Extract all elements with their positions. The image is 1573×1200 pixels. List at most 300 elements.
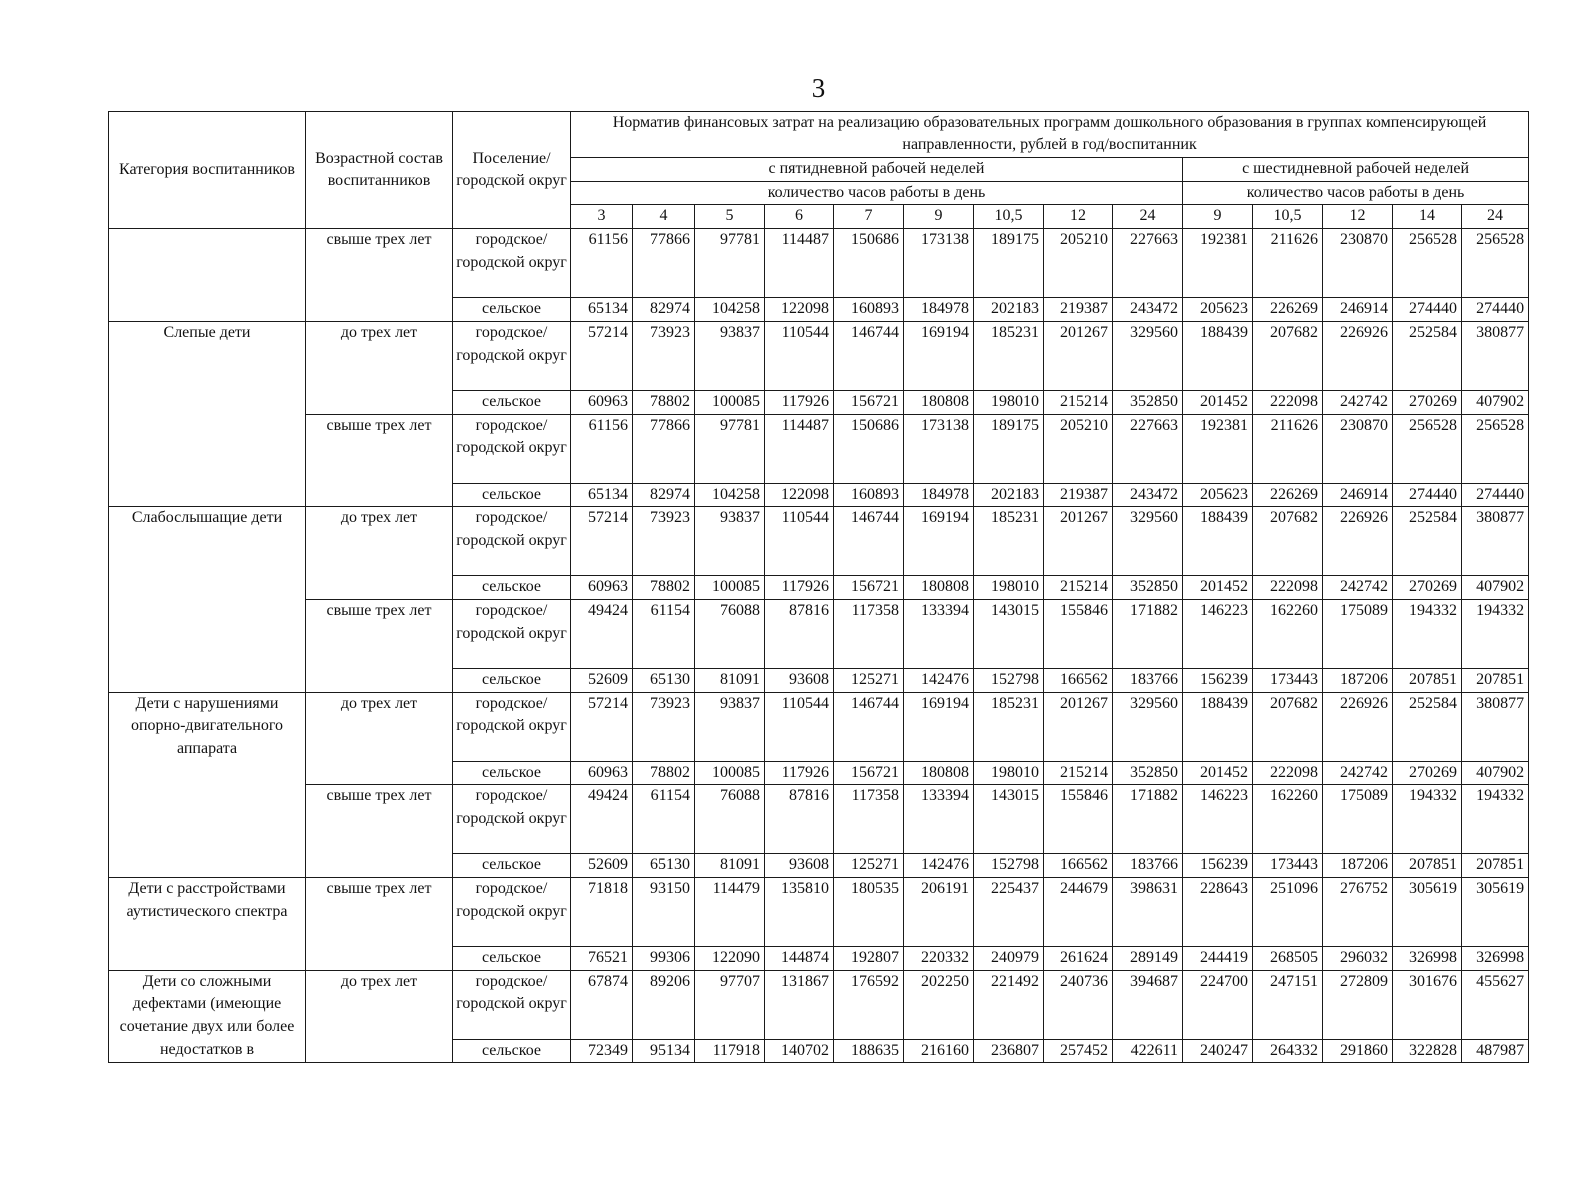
value-cell: 206191 xyxy=(904,878,974,947)
value-cell: 222098 xyxy=(1253,576,1323,600)
value-cell: 114487 xyxy=(765,229,834,298)
value-cell: 256528 xyxy=(1393,229,1462,298)
value-cell: 133394 xyxy=(904,599,974,668)
value-cell: 207851 xyxy=(1462,668,1529,692)
value-cell: 268505 xyxy=(1253,947,1323,971)
value-cell: 117926 xyxy=(765,390,834,414)
value-cell: 201267 xyxy=(1044,692,1113,761)
value-cell: 380877 xyxy=(1462,321,1529,390)
value-cell: 305619 xyxy=(1393,878,1462,947)
value-cell: 133394 xyxy=(904,785,974,854)
value-cell: 114479 xyxy=(695,878,765,947)
value-cell: 97707 xyxy=(695,970,765,1039)
value-cell: 455627 xyxy=(1462,970,1529,1039)
value-cell: 81091 xyxy=(695,668,765,692)
value-cell: 194332 xyxy=(1393,599,1462,668)
value-cell: 156721 xyxy=(834,390,904,414)
value-cell: 142476 xyxy=(904,854,974,878)
value-cell: 169194 xyxy=(904,507,974,576)
value-cell: 225437 xyxy=(974,878,1044,947)
value-cell: 183766 xyxy=(1113,668,1183,692)
value-cell: 61156 xyxy=(571,229,633,298)
value-cell: 180808 xyxy=(904,576,974,600)
value-cell: 176592 xyxy=(834,970,904,1039)
value-cell: 117926 xyxy=(765,761,834,785)
value-cell: 247151 xyxy=(1253,970,1323,1039)
header-hours-five-value: 5 xyxy=(695,205,765,229)
age-cell: до трех лет xyxy=(306,507,453,600)
header-hours-six-value: 12 xyxy=(1323,205,1393,229)
value-cell: 256528 xyxy=(1462,229,1529,298)
value-cell: 215214 xyxy=(1044,390,1113,414)
value-cell: 61156 xyxy=(571,414,633,483)
value-cell: 244419 xyxy=(1183,947,1253,971)
value-cell: 201452 xyxy=(1183,576,1253,600)
value-cell: 180808 xyxy=(904,761,974,785)
value-cell: 242742 xyxy=(1323,761,1393,785)
value-cell: 156239 xyxy=(1183,854,1253,878)
value-cell: 222098 xyxy=(1253,390,1323,414)
settlement-city-cell: городское/ городской округ xyxy=(453,970,571,1039)
value-cell: 72349 xyxy=(571,1039,633,1063)
value-cell: 236807 xyxy=(974,1039,1044,1063)
value-cell: 125271 xyxy=(834,854,904,878)
value-cell: 67874 xyxy=(571,970,633,1039)
value-cell: 301676 xyxy=(1393,970,1462,1039)
value-cell: 252584 xyxy=(1393,321,1462,390)
value-cell: 202183 xyxy=(974,483,1044,507)
value-cell: 93837 xyxy=(695,692,765,761)
settlement-city-cell: городское/ городской округ xyxy=(453,507,571,576)
value-cell: 135810 xyxy=(765,878,834,947)
value-cell: 407902 xyxy=(1462,390,1529,414)
value-cell: 100085 xyxy=(695,576,765,600)
value-cell: 226269 xyxy=(1253,298,1323,322)
value-cell: 60963 xyxy=(571,761,633,785)
value-cell: 99306 xyxy=(633,947,695,971)
value-cell: 52609 xyxy=(571,854,633,878)
value-cell: 274440 xyxy=(1462,483,1529,507)
value-cell: 140702 xyxy=(765,1039,834,1063)
value-cell: 169194 xyxy=(904,321,974,390)
value-cell: 143015 xyxy=(974,599,1044,668)
value-cell: 110544 xyxy=(765,692,834,761)
value-cell: 160893 xyxy=(834,298,904,322)
age-cell: до трех лет xyxy=(306,692,453,785)
value-cell: 189175 xyxy=(974,229,1044,298)
header-hours-six-value: 14 xyxy=(1393,205,1462,229)
value-cell: 152798 xyxy=(974,668,1044,692)
value-cell: 173443 xyxy=(1253,668,1323,692)
value-cell: 87816 xyxy=(765,599,834,668)
value-cell: 146744 xyxy=(834,321,904,390)
value-cell: 52609 xyxy=(571,668,633,692)
value-cell: 175089 xyxy=(1323,599,1393,668)
value-cell: 162260 xyxy=(1253,599,1323,668)
value-cell: 207851 xyxy=(1462,854,1529,878)
header-hours-five: количество часов работы в день xyxy=(571,181,1183,205)
age-cell: до трех лет xyxy=(306,321,453,414)
value-cell: 187206 xyxy=(1323,668,1393,692)
value-cell: 276752 xyxy=(1323,878,1393,947)
value-cell: 104258 xyxy=(695,298,765,322)
category-cell: Слепые дети xyxy=(109,321,306,506)
value-cell: 194332 xyxy=(1393,785,1462,854)
value-cell: 146744 xyxy=(834,507,904,576)
value-cell: 226269 xyxy=(1253,483,1323,507)
value-cell: 270269 xyxy=(1393,761,1462,785)
category-cell: Дети с нарушениями опорно-двигательного аппарата xyxy=(109,692,306,877)
value-cell: 100085 xyxy=(695,390,765,414)
value-cell: 150686 xyxy=(834,229,904,298)
value-cell: 407902 xyxy=(1462,761,1529,785)
settlement-rural-cell: сельское xyxy=(453,947,571,971)
value-cell: 152798 xyxy=(974,854,1044,878)
value-cell: 329560 xyxy=(1113,507,1183,576)
value-cell: 97781 xyxy=(695,414,765,483)
value-cell: 73923 xyxy=(633,321,695,390)
value-cell: 155846 xyxy=(1044,599,1113,668)
header-five-day: с пятидневной рабочей неделей xyxy=(571,158,1183,182)
header-hours-five-value: 7 xyxy=(834,205,904,229)
header-category: Категория воспитанников xyxy=(109,112,306,229)
value-cell: 201267 xyxy=(1044,507,1113,576)
value-cell: 189175 xyxy=(974,414,1044,483)
value-cell: 171882 xyxy=(1113,599,1183,668)
header-norm-title: Норматив финансовых затрат на реализацию образовательных программ дошкольного образования в группах компенсирующей направленности, рублей в год/воспитанник xyxy=(571,112,1529,158)
age-cell: до трех лет xyxy=(306,970,453,1063)
value-cell: 156721 xyxy=(834,576,904,600)
value-cell: 221492 xyxy=(974,970,1044,1039)
settlement-rural-cell: сельское xyxy=(453,390,571,414)
value-cell: 146744 xyxy=(834,692,904,761)
value-cell: 61154 xyxy=(633,599,695,668)
settlement-rural-cell: сельское xyxy=(453,298,571,322)
value-cell: 252584 xyxy=(1393,692,1462,761)
value-cell: 97781 xyxy=(695,229,765,298)
table-row-city xyxy=(109,507,1529,576)
value-cell: 224700 xyxy=(1183,970,1253,1039)
value-cell: 117918 xyxy=(695,1039,765,1063)
value-cell: 93837 xyxy=(695,507,765,576)
value-cell: 252584 xyxy=(1393,507,1462,576)
value-cell: 65130 xyxy=(633,668,695,692)
settlement-rural-cell: сельское xyxy=(453,576,571,600)
value-cell: 205210 xyxy=(1044,229,1113,298)
value-cell: 192381 xyxy=(1183,229,1253,298)
value-cell: 215214 xyxy=(1044,576,1113,600)
value-cell: 398631 xyxy=(1113,878,1183,947)
value-cell: 270269 xyxy=(1393,576,1462,600)
value-cell: 228643 xyxy=(1183,878,1253,947)
value-cell: 188439 xyxy=(1183,507,1253,576)
value-cell: 205623 xyxy=(1183,298,1253,322)
value-cell: 76088 xyxy=(695,599,765,668)
value-cell: 160893 xyxy=(834,483,904,507)
value-cell: 150686 xyxy=(834,414,904,483)
value-cell: 201452 xyxy=(1183,761,1253,785)
value-cell: 198010 xyxy=(974,576,1044,600)
value-cell: 352850 xyxy=(1113,576,1183,600)
value-cell: 117358 xyxy=(834,599,904,668)
value-cell: 89206 xyxy=(633,970,695,1039)
table-row-city xyxy=(109,692,1529,761)
value-cell: 326998 xyxy=(1393,947,1462,971)
value-cell: 81091 xyxy=(695,854,765,878)
value-cell: 220332 xyxy=(904,947,974,971)
value-cell: 296032 xyxy=(1323,947,1393,971)
table-header xyxy=(109,112,1529,229)
value-cell: 82974 xyxy=(633,483,695,507)
value-cell: 117358 xyxy=(834,785,904,854)
value-cell: 192807 xyxy=(834,947,904,971)
value-cell: 93608 xyxy=(765,668,834,692)
value-cell: 207851 xyxy=(1393,668,1462,692)
value-cell: 246914 xyxy=(1323,298,1393,322)
value-cell: 270269 xyxy=(1393,390,1462,414)
value-cell: 77866 xyxy=(633,229,695,298)
value-cell: 156239 xyxy=(1183,668,1253,692)
value-cell: 487987 xyxy=(1462,1039,1529,1063)
value-cell: 142476 xyxy=(904,668,974,692)
table-row-city xyxy=(109,414,1529,483)
table-row-city xyxy=(109,970,1529,1039)
value-cell: 93150 xyxy=(633,878,695,947)
settlement-rural-cell: сельское xyxy=(453,761,571,785)
value-cell: 407902 xyxy=(1462,576,1529,600)
value-cell: 114487 xyxy=(765,414,834,483)
value-cell: 65134 xyxy=(571,298,633,322)
header-hours-five-value: 10,5 xyxy=(974,205,1044,229)
age-cell: свыше трех лет xyxy=(306,599,453,692)
header-hours-five-value: 4 xyxy=(633,205,695,229)
value-cell: 240979 xyxy=(974,947,1044,971)
value-cell: 71818 xyxy=(571,878,633,947)
value-cell: 185231 xyxy=(974,321,1044,390)
value-cell: 73923 xyxy=(633,692,695,761)
value-cell: 73923 xyxy=(633,507,695,576)
norm-table xyxy=(108,111,1529,1063)
table-row-city xyxy=(109,599,1529,668)
value-cell: 205210 xyxy=(1044,414,1113,483)
value-cell: 291860 xyxy=(1323,1039,1393,1063)
table-row-city xyxy=(109,321,1529,390)
value-cell: 173138 xyxy=(904,414,974,483)
value-cell: 173138 xyxy=(904,229,974,298)
header-settlement: Поселение/ городской округ xyxy=(453,112,571,229)
value-cell: 173443 xyxy=(1253,854,1323,878)
value-cell: 144874 xyxy=(765,947,834,971)
header-hours-five-value: 3 xyxy=(571,205,633,229)
value-cell: 104258 xyxy=(695,483,765,507)
value-cell: 305619 xyxy=(1462,878,1529,947)
settlement-rural-cell: сельское xyxy=(453,1039,571,1063)
value-cell: 244679 xyxy=(1044,878,1113,947)
value-cell: 180535 xyxy=(834,878,904,947)
value-cell: 207682 xyxy=(1253,692,1323,761)
value-cell: 422611 xyxy=(1113,1039,1183,1063)
settlement-city-cell: городское/ городской округ xyxy=(453,785,571,854)
header-six-day: с шестидневной рабочей неделей xyxy=(1183,158,1529,182)
value-cell: 192381 xyxy=(1183,414,1253,483)
table-row-city xyxy=(109,878,1529,947)
header-hours-six-value: 24 xyxy=(1462,205,1529,229)
value-cell: 202183 xyxy=(974,298,1044,322)
settlement-rural-cell: сельское xyxy=(453,483,571,507)
settlement-city-cell: городское/ городской округ xyxy=(453,878,571,947)
value-cell: 57214 xyxy=(571,321,633,390)
value-cell: 274440 xyxy=(1462,298,1529,322)
value-cell: 215214 xyxy=(1044,761,1113,785)
header-hours-five-value: 9 xyxy=(904,205,974,229)
value-cell: 227663 xyxy=(1113,229,1183,298)
value-cell: 243472 xyxy=(1113,483,1183,507)
value-cell: 240247 xyxy=(1183,1039,1253,1063)
value-cell: 76521 xyxy=(571,947,633,971)
header-hours-five-value: 6 xyxy=(765,205,834,229)
value-cell: 219387 xyxy=(1044,483,1113,507)
table-row-city xyxy=(109,229,1529,298)
age-cell: свыше трех лет xyxy=(306,878,453,971)
page-number: 3 xyxy=(811,73,826,103)
value-cell: 188635 xyxy=(834,1039,904,1063)
value-cell: 226926 xyxy=(1323,692,1393,761)
value-cell: 274440 xyxy=(1393,483,1462,507)
header-hours-five-value: 24 xyxy=(1113,205,1183,229)
value-cell: 143015 xyxy=(974,785,1044,854)
value-cell: 65134 xyxy=(571,483,633,507)
value-cell: 183766 xyxy=(1113,854,1183,878)
header-hours-five-value: 12 xyxy=(1044,205,1113,229)
value-cell: 93608 xyxy=(765,854,834,878)
value-cell: 57214 xyxy=(571,507,633,576)
value-cell: 211626 xyxy=(1253,229,1323,298)
value-cell: 201452 xyxy=(1183,390,1253,414)
value-cell: 194332 xyxy=(1462,785,1529,854)
value-cell: 240736 xyxy=(1044,970,1113,1039)
value-cell: 256528 xyxy=(1393,414,1462,483)
value-cell: 49424 xyxy=(571,599,633,668)
age-cell: свыше трех лет xyxy=(306,785,453,878)
value-cell: 202250 xyxy=(904,970,974,1039)
category-cell: Дети с расстройствами аутистического спектра xyxy=(109,878,306,971)
value-cell: 78802 xyxy=(633,390,695,414)
value-cell: 261624 xyxy=(1044,947,1113,971)
header-hours-six-value: 9 xyxy=(1183,205,1253,229)
value-cell: 95134 xyxy=(633,1039,695,1063)
value-cell: 394687 xyxy=(1113,970,1183,1039)
header-hours-six: количество часов работы в день xyxy=(1183,181,1529,205)
header-hours-six-value: 10,5 xyxy=(1253,205,1323,229)
value-cell: 166562 xyxy=(1044,854,1113,878)
value-cell: 77866 xyxy=(633,414,695,483)
category-cell xyxy=(109,229,306,322)
value-cell: 61154 xyxy=(633,785,695,854)
settlement-city-cell: городское/ городской округ xyxy=(453,692,571,761)
value-cell: 243472 xyxy=(1113,298,1183,322)
value-cell: 264332 xyxy=(1253,1039,1323,1063)
value-cell: 166562 xyxy=(1044,668,1113,692)
settlement-city-cell: городское/ городской округ xyxy=(453,321,571,390)
value-cell: 329560 xyxy=(1113,692,1183,761)
value-cell: 155846 xyxy=(1044,785,1113,854)
value-cell: 242742 xyxy=(1323,390,1393,414)
settlement-city-cell: городское/ городской округ xyxy=(453,229,571,298)
value-cell: 198010 xyxy=(974,761,1044,785)
value-cell: 230870 xyxy=(1323,414,1393,483)
value-cell: 251096 xyxy=(1253,878,1323,947)
value-cell: 205623 xyxy=(1183,483,1253,507)
value-cell: 201267 xyxy=(1044,321,1113,390)
value-cell: 352850 xyxy=(1113,390,1183,414)
value-cell: 329560 xyxy=(1113,321,1183,390)
value-cell: 207682 xyxy=(1253,321,1323,390)
value-cell: 257452 xyxy=(1044,1039,1113,1063)
age-cell: свыше трех лет xyxy=(306,414,453,507)
value-cell: 169194 xyxy=(904,692,974,761)
value-cell: 272809 xyxy=(1323,970,1393,1039)
value-cell: 100085 xyxy=(695,761,765,785)
header-age: Возрастной состав воспитанников xyxy=(306,112,453,229)
table-body xyxy=(109,229,1529,1063)
value-cell: 65130 xyxy=(633,854,695,878)
value-cell: 175089 xyxy=(1323,785,1393,854)
value-cell: 380877 xyxy=(1462,507,1529,576)
value-cell: 78802 xyxy=(633,761,695,785)
value-cell: 226926 xyxy=(1323,321,1393,390)
value-cell: 125271 xyxy=(834,668,904,692)
category-cell: Дети со сложными дефектами (имеющие сочетание двух или более недостатков в xyxy=(109,970,306,1063)
value-cell: 171882 xyxy=(1113,785,1183,854)
value-cell: 180808 xyxy=(904,390,974,414)
value-cell: 162260 xyxy=(1253,785,1323,854)
settlement-city-cell: городское/ городской округ xyxy=(453,414,571,483)
value-cell: 226926 xyxy=(1323,507,1393,576)
value-cell: 242742 xyxy=(1323,576,1393,600)
value-cell: 207851 xyxy=(1393,854,1462,878)
value-cell: 216160 xyxy=(904,1039,974,1063)
value-cell: 198010 xyxy=(974,390,1044,414)
value-cell: 184978 xyxy=(904,298,974,322)
table-row-city xyxy=(109,785,1529,854)
value-cell: 207682 xyxy=(1253,507,1323,576)
value-cell: 188439 xyxy=(1183,692,1253,761)
value-cell: 156721 xyxy=(834,761,904,785)
age-cell: свыше трех лет xyxy=(306,229,453,322)
value-cell: 219387 xyxy=(1044,298,1113,322)
value-cell: 256528 xyxy=(1462,414,1529,483)
value-cell: 76088 xyxy=(695,785,765,854)
value-cell: 274440 xyxy=(1393,298,1462,322)
value-cell: 380877 xyxy=(1462,692,1529,761)
value-cell: 326998 xyxy=(1462,947,1529,971)
value-cell: 110544 xyxy=(765,321,834,390)
value-cell: 110544 xyxy=(765,507,834,576)
value-cell: 49424 xyxy=(571,785,633,854)
value-cell: 122098 xyxy=(765,298,834,322)
value-cell: 87816 xyxy=(765,785,834,854)
value-cell: 122090 xyxy=(695,947,765,971)
value-cell: 146223 xyxy=(1183,785,1253,854)
value-cell: 322828 xyxy=(1393,1039,1462,1063)
value-cell: 194332 xyxy=(1462,599,1529,668)
settlement-city-cell: городское/ городской округ xyxy=(453,599,571,668)
value-cell: 211626 xyxy=(1253,414,1323,483)
value-cell: 289149 xyxy=(1113,947,1183,971)
settlement-rural-cell: сельское xyxy=(453,854,571,878)
value-cell: 230870 xyxy=(1323,229,1393,298)
value-cell: 188439 xyxy=(1183,321,1253,390)
